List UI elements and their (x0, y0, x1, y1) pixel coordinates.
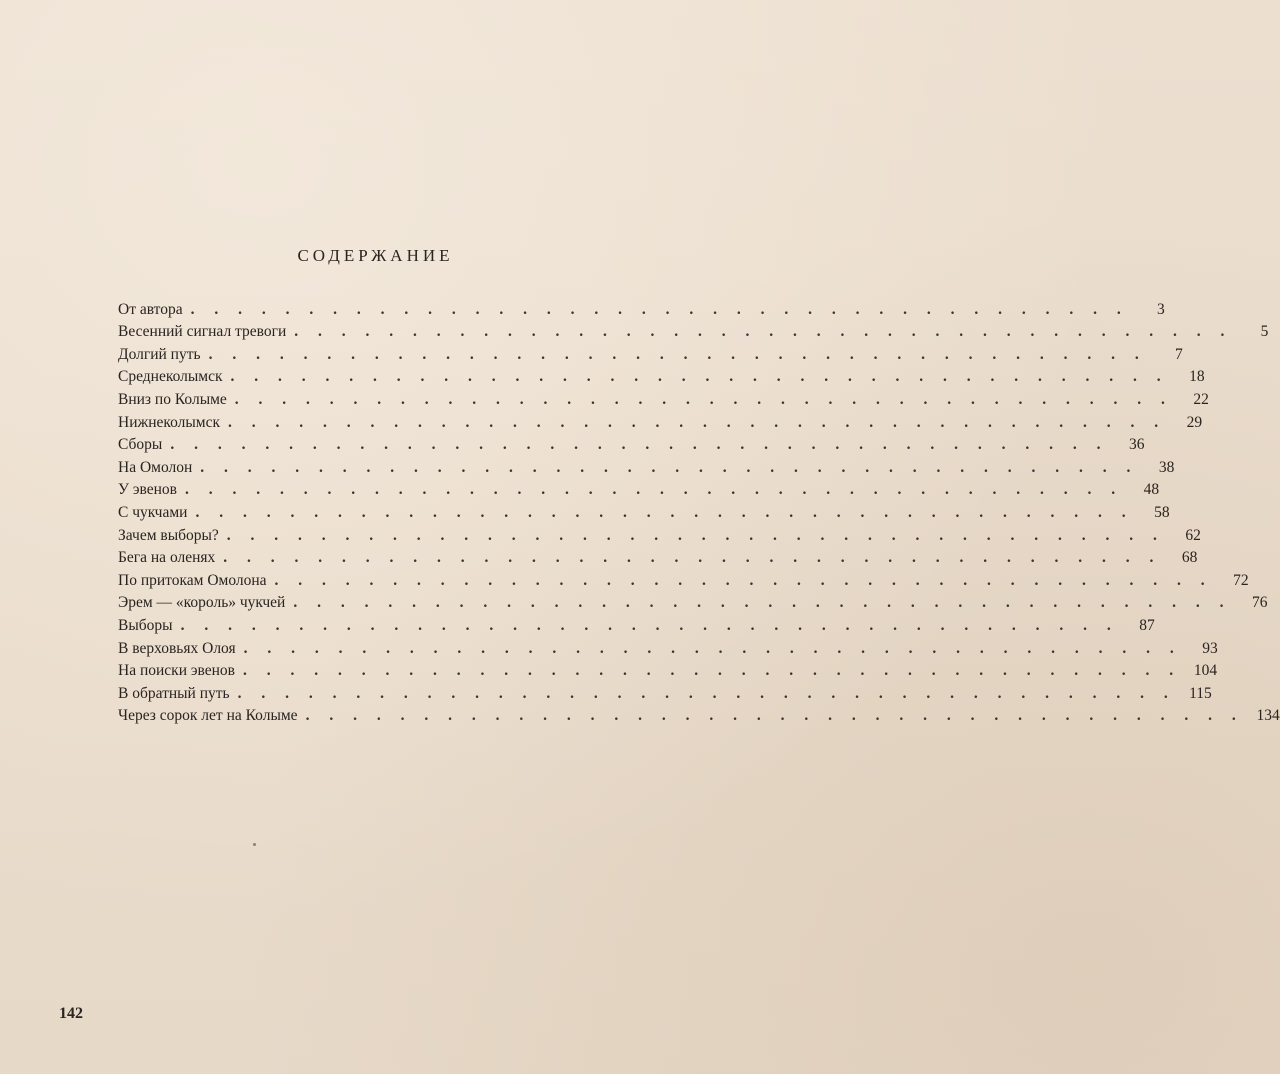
toc-entry-title: Эрем — «король» чукчей (118, 594, 286, 612)
toc-entry-title: Весенний сигнал тревоги (118, 323, 287, 341)
toc-entry-title: Сборы (118, 436, 163, 454)
toc-entry (118, 479, 1160, 502)
toc-entry-title: На Омолон (118, 458, 193, 476)
dot-leader: . . . . . . . . . . . . . . . . . . . . . . . . . . . . . . . . . . . . . . . . (234, 390, 1173, 408)
dot-leader: . . . . . . . . . . . . . . . . . . . . . . . . . . . . . . . . . . . . . . . . (274, 571, 1213, 589)
toc-entry-page: 134 (1256, 707, 1280, 725)
toc-entry-title: Зачем выборы? (118, 526, 219, 544)
toc-entry-page: 62 (1185, 526, 1201, 544)
dot-leader: . . . . . . . . . . . . . . . . . . . . . . . . . . . . . . . . . . . . . . . . (305, 707, 1244, 725)
toc-entry (118, 321, 1269, 344)
toc-entry-page: 36 (1128, 436, 1145, 454)
toc-entry-page: 58 (1154, 503, 1170, 521)
toc-entry-title: В обратный путь (118, 684, 230, 702)
table-of-contents (118, 298, 1280, 727)
toc-entry (118, 366, 1205, 389)
toc-entry (118, 388, 1209, 411)
toc-entry (118, 411, 1203, 434)
toc-entry (118, 660, 1218, 683)
toc-entry-title: Вниз по Колыме (118, 390, 227, 408)
toc-entry (118, 524, 1201, 547)
dot-leader: . . . . . . . . . . . . . . . . . . . . . . . . . . . . . . . . . . . . . . . . (190, 300, 1129, 318)
dot-leader: . . . . . . . . . . . . . . . . . . . . . . . . . . . . . . . . . . . . . . . . (294, 323, 1233, 341)
dot-leader: . . . . . . . . . . . . . . . . . . . . . . . . . . . . . . . . . . . . . . . . (200, 458, 1139, 476)
toc-entry (118, 637, 1218, 660)
toc-entry-title: Нижнеколымск (118, 413, 221, 431)
toc-entry (118, 592, 1268, 615)
page-number: 142 (59, 1005, 83, 1022)
toc-entry-page: 22 (1193, 390, 1209, 408)
toc-entry-page: 7 (1174, 345, 1183, 363)
toc-entry-title: От автора (118, 300, 183, 318)
toc-entry-page: 3 (1156, 300, 1165, 318)
print-speck (253, 843, 256, 846)
dot-leader: . . . . . . . . . . . . . . . . . . . . . . . . . . . . . . . . . . . . . . . . (293, 594, 1232, 612)
dot-leader: . . . . . . . . . . . . . . . . . . . . . . . . . . . . . . . . . . . . . . . . (195, 503, 1134, 521)
toc-entry (118, 614, 1155, 637)
dot-leader: . . . . . . . . . . . . . . . . . . . . . . . . . . . . . . . . . . . . . . . . (180, 616, 1119, 634)
toc-entry-page: 93 (1202, 639, 1218, 657)
toc-entry-title: Через сорок лет на Колыме (118, 707, 298, 725)
toc-entry-page: 72 (1233, 571, 1249, 589)
dot-leader: . . . . . . . . . . . . . . . . . . . . . . . . . . . . . . . . . . . . . . . . (223, 549, 1162, 567)
dot-leader: . . . . . . . . . . . . . . . . . . . . . . . . . . . . . . . . . . . . . . . . (230, 368, 1169, 386)
dot-leader: . . . . . . . . . . . . . . . . . . . . . . . . . . . . . . . . . . . . . . . . (184, 481, 1124, 499)
toc-entry-page: 38 (1158, 458, 1175, 476)
toc-entry-title: Бега на оленях (118, 549, 216, 567)
toc-entry-title: Долгий путь (118, 345, 201, 363)
toc-entry (118, 456, 1175, 479)
toc-entry-title: В верховьях Олоя (118, 639, 236, 657)
toc-entry-page: 115 (1189, 684, 1212, 702)
toc-entry (118, 682, 1212, 705)
toc-entry-title: С чукчами (118, 503, 188, 521)
toc-entry (118, 547, 1198, 570)
toc-entry-title: На поиски эвенов (118, 662, 235, 680)
dot-leader: . . . . . . . . . . . . . . . . . . . . . . . . . . . . . . . . . . . . . . . . (237, 684, 1176, 702)
dot-leader: . . . . . . . . . . . . . . . . . . . . . . . . . . . . . . . . . . . . . . . . (228, 413, 1167, 431)
toc-entry (118, 501, 1170, 524)
toc-entry-page: 87 (1139, 616, 1155, 634)
dot-leader: . . . . . . . . . . . . . . . . . . . . . . . . . . . . . . . . . . . . . . . . (243, 662, 1182, 680)
toc-entry-page: 48 (1143, 481, 1160, 499)
toc-entry-page: 5 (1260, 323, 1269, 341)
toc-entry (118, 434, 1145, 457)
toc-entry (118, 705, 1280, 728)
toc-entry (118, 569, 1249, 592)
toc-entry-title: У эвенов (118, 481, 177, 499)
toc-entry-page: 29 (1186, 413, 1203, 431)
dot-leader: . . . . . . . . . . . . . . . . . . . . . . . . . . . . . . . . . . . . . . . . (243, 639, 1182, 657)
dot-leader: . . . . . . . . . . . . . . . . . . . . . . . . . . . . . . . . . . . . . . . . (226, 526, 1165, 544)
toc-entry-title: Выборы (118, 616, 173, 634)
toc-entry-title: Среднеколымск (118, 368, 223, 386)
toc-entry-page: 76 (1251, 594, 1268, 612)
toc-entry-page: 18 (1189, 368, 1205, 386)
toc-entry-page: 104 (1193, 662, 1218, 680)
toc-entry (118, 298, 1165, 321)
toc-entry (118, 343, 1183, 366)
dot-leader: . . . . . . . . . . . . . . . . . . . . . . . . . . . . . . . . . . . . . . . . (170, 436, 1109, 454)
toc-entry-page: 68 (1181, 549, 1198, 567)
contents-heading: СОДЕРЖАНИЕ (297, 246, 454, 265)
dot-leader: . . . . . . . . . . . . . . . . . . . . . . . . . . . . . . . . . . . . . . . . (208, 345, 1147, 363)
toc-entry-title: По притокам Омолона (118, 571, 267, 589)
